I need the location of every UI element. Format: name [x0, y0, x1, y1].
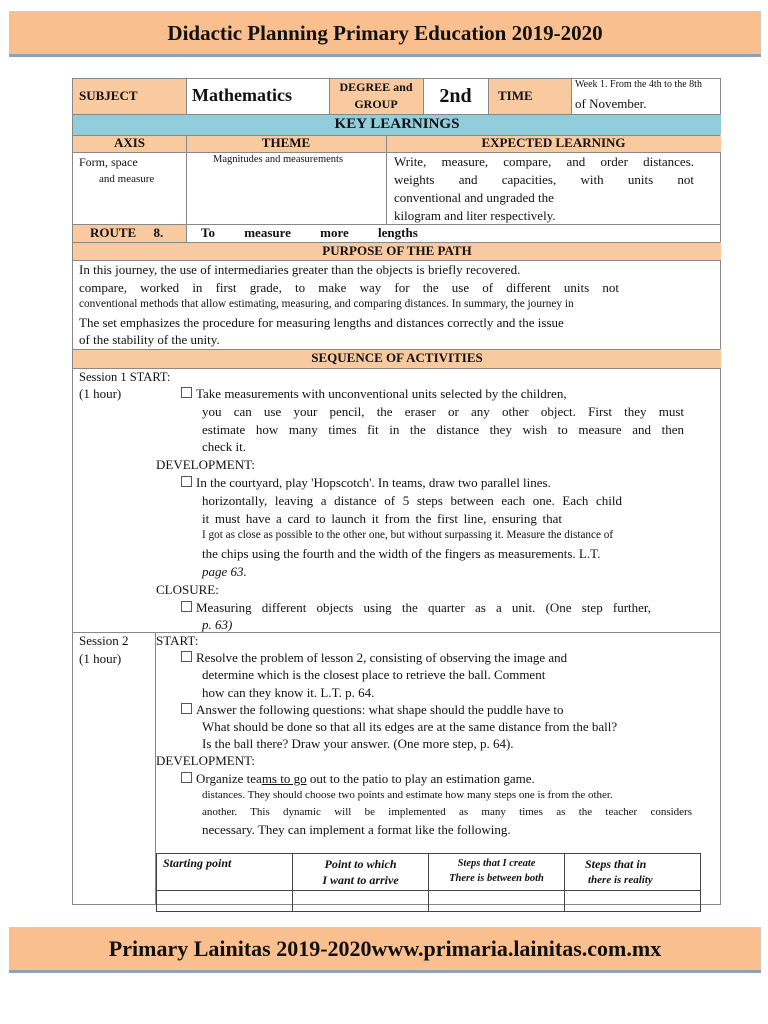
estimation-format-table	[156, 853, 701, 912]
col-steps-create	[429, 854, 565, 891]
s1-dev-line-1: In the courtyard, play 'Hopscotch'. In teams, draw two parallel lines.	[196, 474, 551, 490]
expected-line-4: kilogram and liter respectively.	[394, 208, 556, 223]
s2-start-line-4: Answer the following questions: what shape should the puddle have to	[196, 701, 564, 717]
divider	[73, 632, 720, 633]
s1-closure-line-1: Measuring different objects using the quarter as a unit. (One step further,	[196, 599, 651, 615]
s1-dev-line-5: the chips using the fourth and the width of the fingers as measurements. L.T.	[202, 546, 601, 562]
divider	[73, 224, 720, 225]
checkbox-icon	[181, 651, 192, 662]
purpose-line-4: The set emphasizes the procedure for measuring lengths and distances correctly and the issue	[79, 314, 564, 330]
axis-line-2: and measure	[99, 173, 155, 185]
divider	[73, 152, 720, 153]
expected-learning-value	[394, 153, 694, 225]
expected-learning-header-label: EXPECTED LEARNING	[481, 135, 626, 150]
session-1-hours: (1 hour)	[79, 386, 122, 401]
s1-start-line-3: estimate how many times fit in the distance they wish to measure and then	[202, 421, 684, 437]
planning-sheet	[72, 78, 721, 905]
expected-line-2: weights and capacities, with units not	[394, 172, 694, 187]
purpose-line-3: conventional methods that allow estimating, measuring, and comparing distances. In summary, the journey in	[79, 298, 574, 310]
col-point-to-arrive	[293, 854, 429, 891]
time-value-line-1: Week 1. From the 4th to the 8th	[575, 79, 702, 90]
col-steps-create-line-1: Steps that I create	[457, 858, 536, 869]
s1-dev-line-6: page 63.	[202, 563, 247, 579]
s2-start-line-1: Resolve the problem of lesson 2, consisting of observing the image and	[196, 650, 568, 666]
col-steps-reality-line-1: Steps that in	[585, 857, 647, 871]
table-cell[interactable]	[293, 891, 429, 912]
s1-start-line-4: check it.	[202, 439, 247, 455]
s1-start-line-1: Take measurements with unconventional units selected by the children,	[196, 386, 567, 401]
axis-header	[73, 135, 186, 152]
s2-start-line-2: determine which is the closest place to retrieve the ball. Comment	[202, 667, 546, 683]
col-steps-create-line-2: There is between both	[449, 873, 544, 884]
col-point-to-arrive-line-2: I want to arrive	[322, 873, 399, 887]
expected-line-1: Write, measure, compare, and order distances.	[394, 154, 694, 169]
time-value-cell	[571, 79, 721, 114]
divider	[571, 79, 572, 114]
session-2-content	[156, 632, 692, 838]
session-2-name: Session 2	[79, 633, 129, 648]
purpose-line-2: compare, worked in first grade, to make way for the use of different units not	[79, 279, 619, 295]
col-point-to-arrive-line-1: Point to which	[324, 857, 397, 871]
footer-text: Primary Lainitas 2019-2020www.primaria.lainitas.com.mx	[108, 936, 662, 961]
time-label: TIME	[498, 88, 533, 103]
degree-label-cell	[329, 79, 423, 114]
expected-line-3: conventional and ungraded the	[394, 190, 554, 205]
expected-learning-header	[386, 135, 721, 152]
divider	[73, 114, 720, 115]
s1-start-line-2: you can use your pencil, the eraser or any other object. First they must	[202, 403, 684, 419]
sequence-header	[73, 349, 721, 368]
purpose-title: PURPOSE OF THE PATH	[322, 243, 472, 258]
key-learnings-header	[73, 114, 721, 135]
col-steps-reality	[565, 854, 701, 891]
col-steps-reality-line-2: there is reality	[588, 874, 653, 886]
session-2-hours: (1 hour)	[79, 651, 122, 666]
table-header-row	[157, 854, 701, 891]
divider	[186, 135, 187, 242]
divider	[155, 632, 156, 905]
theme-header-label: THEME	[261, 135, 311, 150]
degree-label-line-1: DEGREE and	[339, 80, 413, 94]
divider	[73, 135, 720, 136]
subject-label-cell	[73, 79, 186, 114]
s1-dev-line-3: it must have a card to launch it from the first line, ensuring that	[202, 510, 562, 526]
s2-start-line-5: What should be done so that all its edges are at the same distance from the ball?	[202, 719, 618, 735]
theme-header	[186, 135, 386, 152]
session-1-label	[79, 370, 170, 385]
col-starting-point	[157, 854, 293, 891]
s1-closure-line-2: p. 63)	[202, 617, 233, 633]
divider	[73, 242, 720, 243]
checkbox-icon	[181, 476, 192, 487]
s2-dev-line-1b: ms to go	[261, 770, 307, 786]
route-value: To measure more lengths	[201, 225, 418, 240]
s1-dev-line-4: I got as close as possible to the other one, but without surpassing it. Measure the distance of	[202, 529, 614, 542]
checkbox-icon	[181, 772, 192, 783]
route-label: ROUTE 8.	[90, 225, 164, 240]
key-learnings-title: KEY LEARNINGS	[334, 116, 460, 132]
checkbox-icon	[181, 601, 192, 612]
table-cell[interactable]	[429, 891, 565, 912]
s1-closure-heading: CLOSURE:	[156, 581, 219, 597]
purpose-line-1: In this journey, the use of intermediaries greater than the objects is briefly recovered.	[79, 262, 521, 277]
purpose-text	[79, 261, 715, 349]
s2-dev-line-4: necessary. They can implement a format like the following.	[202, 822, 511, 838]
axis-line-1: Form, space	[79, 155, 138, 169]
checkbox-icon	[181, 387, 192, 398]
theme-value: Magnitudes and measurements	[213, 154, 344, 165]
table-cell[interactable]	[565, 891, 701, 912]
subject-value-cell	[186, 79, 329, 114]
subject-value: Mathematics	[192, 85, 292, 105]
axis-header-label: AXIS	[113, 135, 146, 150]
table-row	[157, 891, 701, 912]
divider	[386, 135, 387, 224]
divider	[329, 79, 330, 114]
degree-value-cell	[423, 79, 488, 114]
page-header-banner	[9, 11, 761, 54]
session-1-start-heading: START:	[129, 370, 171, 384]
subject-label: SUBJECT	[79, 88, 138, 103]
s2-development-heading: DEVELOPMENT:	[156, 753, 256, 769]
s1-development-heading: DEVELOPMENT:	[156, 457, 256, 473]
divider	[423, 79, 424, 114]
s2-dev-line-2: distances. They should choose two points and estimate how many steps one is from the other.	[202, 788, 613, 801]
page-title: Didactic Planning Primary Education 2019-2020	[167, 21, 603, 45]
degree-label-line-2: GROUP	[354, 97, 398, 111]
s2-dev-line-1c: out to the patio to play an estimation game.	[306, 770, 535, 786]
col-starting-point-label: Starting point	[163, 856, 232, 870]
s1-dev-line-2: horizontally, leaving a distance of 5 steps between each one. Each child	[202, 492, 622, 508]
s2-start-line-6: Is the ball there? Draw your answer. (One more step, p. 64).	[202, 736, 514, 752]
divider	[73, 260, 720, 261]
time-value-line-2: of November.	[575, 96, 647, 111]
route-label-cell	[73, 224, 186, 242]
time-label-cell	[488, 79, 571, 114]
divider	[488, 79, 489, 114]
checkbox-icon	[181, 703, 192, 714]
divider	[73, 368, 720, 369]
divider	[186, 79, 187, 114]
s2-start-heading: START:	[156, 633, 199, 648]
s2-dev-line-1a: Organize tea	[196, 770, 262, 786]
purpose-line-5: of the stability of the unity.	[79, 332, 220, 347]
s2-start-line-3: how can they know it. L.T. p. 64.	[202, 684, 375, 700]
page-footer-banner	[9, 927, 761, 970]
session-1-content	[156, 385, 684, 634]
divider	[73, 349, 720, 350]
session-1-name: Session 1	[79, 370, 127, 384]
sequence-title: SEQUENCE OF ACTIVITIES	[311, 350, 483, 365]
purpose-header	[73, 242, 721, 260]
degree-value: 2nd	[439, 85, 472, 107]
s2-dev-line-3: another. This dynamic will be implemented as many times as the teacher considers	[202, 806, 692, 819]
table-cell[interactable]	[157, 891, 293, 912]
